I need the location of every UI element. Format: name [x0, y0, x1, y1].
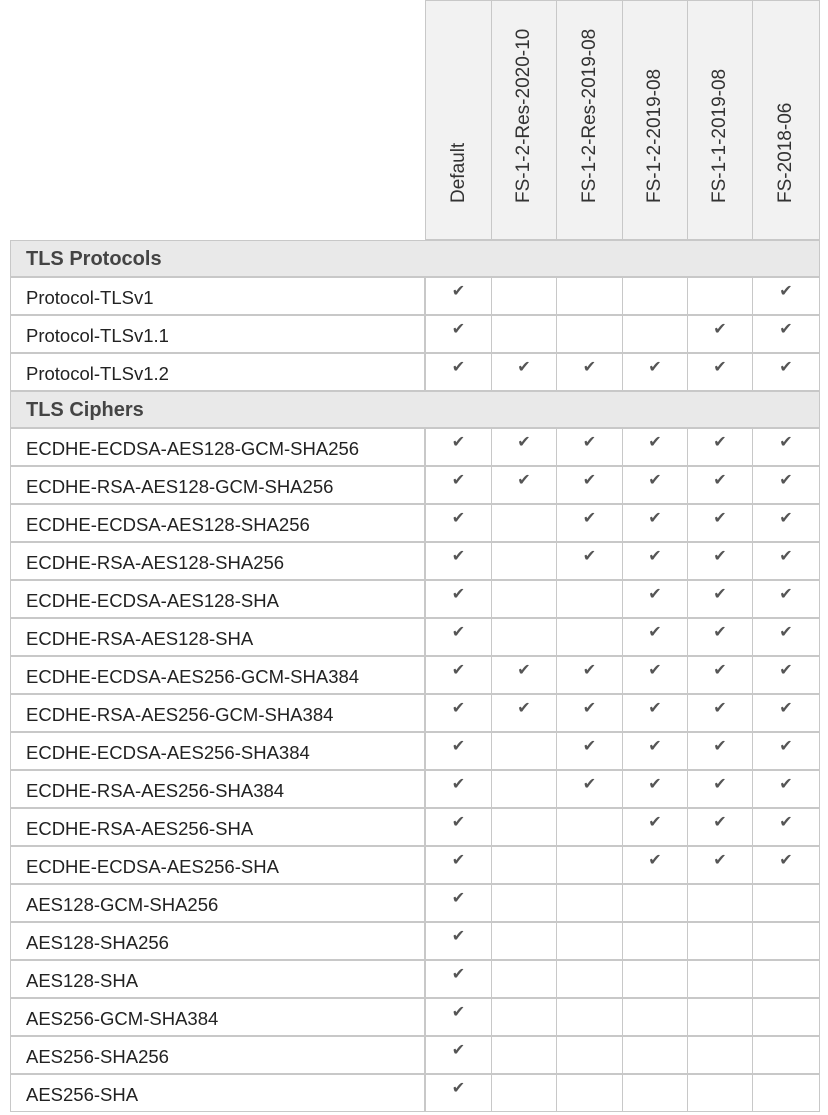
check-icon: ✔ [622, 846, 688, 884]
empty-cell [491, 884, 557, 922]
empty-cell [491, 580, 557, 618]
row-label: AES128-GCM-SHA256 [10, 884, 425, 922]
check-icon: ✔ [556, 353, 623, 391]
empty-cell [491, 732, 557, 770]
row-label: Protocol-TLSv1.1 [10, 315, 425, 353]
check-icon: ✔ [556, 542, 623, 580]
check-icon: ✔ [425, 922, 492, 960]
empty-cell [752, 1074, 820, 1112]
section-header: TLS Ciphers [10, 391, 820, 428]
row-label: AES256-SHA [10, 1074, 425, 1112]
check-icon: ✔ [687, 846, 753, 884]
column-header-label: FS-1-2-Res-2019-08 [578, 28, 600, 203]
check-icon: ✔ [556, 770, 623, 808]
column-header-label: FS-1-2-2019-08 [644, 68, 665, 203]
empty-cell [752, 884, 820, 922]
check-icon: ✔ [425, 1074, 492, 1112]
check-icon: ✔ [622, 353, 688, 391]
check-icon: ✔ [687, 732, 753, 770]
empty-cell [622, 277, 688, 315]
empty-cell [556, 315, 623, 353]
empty-cell [556, 1036, 623, 1074]
row-label: AES256-GCM-SHA384 [10, 998, 425, 1036]
empty-cell [687, 1074, 753, 1112]
column-header-label: FS-2018-06 [775, 102, 796, 203]
check-icon: ✔ [622, 770, 688, 808]
check-icon: ✔ [491, 656, 557, 694]
column-header [752, 0, 820, 240]
empty-cell [687, 1036, 753, 1074]
check-icon: ✔ [687, 542, 753, 580]
check-icon: ✔ [622, 428, 688, 466]
check-icon: ✔ [425, 884, 492, 922]
check-icon: ✔ [556, 428, 623, 466]
empty-cell [752, 960, 820, 998]
column-header [425, 0, 492, 240]
empty-cell [622, 884, 688, 922]
empty-cell [491, 1036, 557, 1074]
check-icon: ✔ [687, 466, 753, 504]
check-icon: ✔ [622, 808, 688, 846]
check-icon: ✔ [752, 694, 820, 732]
empty-cell [491, 1074, 557, 1112]
check-icon: ✔ [752, 277, 820, 315]
check-icon: ✔ [425, 694, 492, 732]
check-icon: ✔ [425, 960, 492, 998]
row-label: ECDHE-RSA-AES256-GCM-SHA384 [10, 694, 425, 732]
check-icon: ✔ [425, 277, 492, 315]
row-label: ECDHE-RSA-AES256-SHA [10, 808, 425, 846]
row-label: ECDHE-ECDSA-AES256-SHA384 [10, 732, 425, 770]
check-icon: ✔ [622, 580, 688, 618]
empty-cell [491, 315, 557, 353]
check-icon: ✔ [425, 732, 492, 770]
check-icon: ✔ [752, 580, 820, 618]
empty-cell [622, 922, 688, 960]
empty-cell [556, 998, 623, 1036]
check-icon: ✔ [622, 656, 688, 694]
column-header-label: FS-1-2-Res-2020-10 [513, 28, 534, 203]
empty-cell [491, 808, 557, 846]
check-icon: ✔ [752, 846, 820, 884]
check-icon: ✔ [752, 428, 820, 466]
row-label: ECDHE-RSA-AES128-SHA [10, 618, 425, 656]
check-icon: ✔ [752, 770, 820, 808]
empty-cell [556, 580, 623, 618]
check-icon: ✔ [687, 770, 753, 808]
column-header-label: Default [447, 142, 469, 203]
check-icon: ✔ [491, 353, 557, 391]
check-icon: ✔ [622, 542, 688, 580]
empty-cell [687, 998, 753, 1036]
empty-cell [687, 922, 753, 960]
empty-cell [491, 960, 557, 998]
check-icon: ✔ [687, 428, 753, 466]
empty-cell [622, 315, 688, 353]
check-icon: ✔ [425, 466, 492, 504]
check-icon: ✔ [425, 808, 492, 846]
check-icon: ✔ [622, 504, 688, 542]
check-icon: ✔ [425, 846, 492, 884]
check-icon: ✔ [687, 618, 753, 656]
empty-cell [491, 277, 557, 315]
check-icon: ✔ [556, 694, 623, 732]
check-icon: ✔ [556, 732, 623, 770]
column-header [622, 0, 688, 240]
check-icon: ✔ [425, 428, 492, 466]
column-header [687, 0, 753, 240]
check-icon: ✔ [425, 504, 492, 542]
check-icon: ✔ [752, 618, 820, 656]
check-icon: ✔ [752, 732, 820, 770]
empty-cell [687, 884, 753, 922]
check-icon: ✔ [425, 580, 492, 618]
check-icon: ✔ [752, 504, 820, 542]
empty-cell [491, 542, 557, 580]
check-icon: ✔ [491, 428, 557, 466]
check-icon: ✔ [556, 466, 623, 504]
check-icon: ✔ [687, 694, 753, 732]
column-header [556, 0, 623, 240]
check-icon: ✔ [491, 466, 557, 504]
empty-cell [556, 922, 623, 960]
check-icon: ✔ [622, 694, 688, 732]
check-icon: ✔ [687, 808, 753, 846]
check-icon: ✔ [491, 694, 557, 732]
check-icon: ✔ [752, 315, 820, 353]
empty-cell [556, 277, 623, 315]
empty-cell [687, 960, 753, 998]
check-icon: ✔ [687, 656, 753, 694]
empty-cell [752, 998, 820, 1036]
check-icon: ✔ [425, 353, 492, 391]
empty-cell [622, 1036, 688, 1074]
empty-cell [491, 922, 557, 960]
empty-cell [752, 922, 820, 960]
check-icon: ✔ [425, 1036, 492, 1074]
check-icon: ✔ [687, 580, 753, 618]
empty-cell [556, 960, 623, 998]
check-icon: ✔ [622, 618, 688, 656]
empty-cell [752, 1036, 820, 1074]
check-icon: ✔ [687, 504, 753, 542]
empty-cell [491, 504, 557, 542]
empty-cell [491, 846, 557, 884]
empty-cell [622, 998, 688, 1036]
row-label: ECDHE-ECDSA-AES128-SHA [10, 580, 425, 618]
row-label: ECDHE-RSA-AES128-GCM-SHA256 [10, 466, 425, 504]
empty-cell [556, 1074, 623, 1112]
row-label: AES128-SHA [10, 960, 425, 998]
check-icon: ✔ [425, 998, 492, 1036]
row-label: AES256-SHA256 [10, 1036, 425, 1074]
empty-cell [556, 846, 623, 884]
check-icon: ✔ [425, 770, 492, 808]
check-icon: ✔ [687, 315, 753, 353]
empty-cell [491, 618, 557, 656]
empty-cell [622, 960, 688, 998]
empty-cell [556, 808, 623, 846]
row-label: Protocol-TLSv1.2 [10, 353, 425, 391]
row-label: ECDHE-ECDSA-AES128-SHA256 [10, 504, 425, 542]
check-icon: ✔ [752, 656, 820, 694]
check-icon: ✔ [752, 808, 820, 846]
column-header-label: FS-1-1-2019-08 [709, 68, 730, 203]
check-icon: ✔ [752, 466, 820, 504]
empty-cell [622, 1074, 688, 1112]
check-icon: ✔ [752, 542, 820, 580]
row-label: AES128-SHA256 [10, 922, 425, 960]
row-label: ECDHE-RSA-AES128-SHA256 [10, 542, 425, 580]
check-icon: ✔ [425, 656, 492, 694]
check-icon: ✔ [425, 542, 492, 580]
empty-cell [687, 277, 753, 315]
row-label: ECDHE-ECDSA-AES256-GCM-SHA384 [10, 656, 425, 694]
row-label: ECDHE-ECDSA-AES128-GCM-SHA256 [10, 428, 425, 466]
column-header [491, 0, 557, 240]
check-icon: ✔ [425, 315, 492, 353]
section-header: TLS Protocols [10, 240, 820, 277]
check-icon: ✔ [622, 466, 688, 504]
empty-cell [556, 618, 623, 656]
row-label: Protocol-TLSv1 [10, 277, 425, 315]
check-icon: ✔ [556, 504, 623, 542]
check-icon: ✔ [556, 656, 623, 694]
empty-cell [556, 884, 623, 922]
empty-cell [491, 770, 557, 808]
check-icon: ✔ [622, 732, 688, 770]
row-label: ECDHE-ECDSA-AES256-SHA [10, 846, 425, 884]
empty-cell [491, 998, 557, 1036]
check-icon: ✔ [425, 618, 492, 656]
check-icon: ✔ [752, 353, 820, 391]
check-icon: ✔ [687, 353, 753, 391]
row-label: ECDHE-RSA-AES256-SHA384 [10, 770, 425, 808]
